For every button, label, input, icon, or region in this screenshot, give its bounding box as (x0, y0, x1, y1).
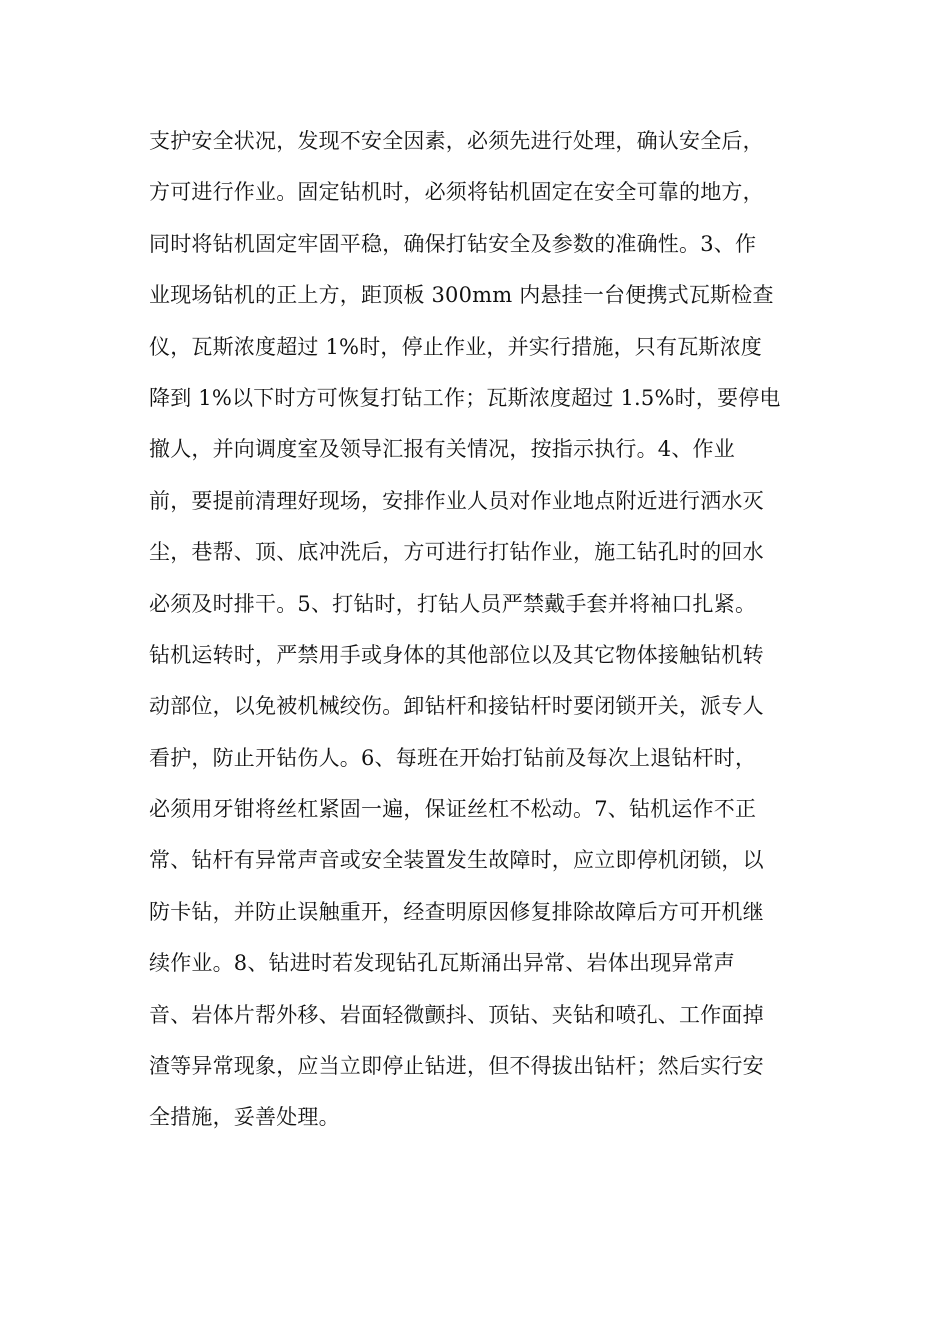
text-line-13: 看护，防止开钻伤人。6、每班在开始打钻前及每次上退钻杆时， (149, 745, 757, 770)
text-line-15: 常、钻杆有异常声音或安全装置发生故障时，应立即停机闭锁，以 (149, 848, 764, 873)
text-line-16: 防卡钻，并防止误触重开，经查明原因修复排除故障后方可开机继 (149, 899, 764, 924)
text-line-20: 全措施，妥善处理。 (149, 1105, 340, 1130)
text-line-6: 降到 1%以下时方可恢复打钻工作；瓦斯浓度超过 1.5%时，要停电 (149, 385, 781, 410)
text-line-18: 音、岩体片帮外移、岩面轻微颤抖、顶钻、夹钻和喷孔、工作面掉 (149, 1002, 764, 1027)
text-line-14: 必须用牙钳将丝杠紧固一遍，保证丝杠不松动。7、钻机运作不正 (149, 797, 757, 822)
text-line-12: 动部位，以免被机械绞伤。卸钻杆和接钻杆时要闭锁开关，派专人 (149, 694, 764, 719)
text-line-19: 渣等异常现象，应当立即停止钻进，但不得拔出钻杆；然后实行安 (149, 1054, 764, 1079)
text-line-1: 支护安全状况，发现不安全因素，必须先进行处理，确认安全后， (149, 129, 764, 153)
text-line-8: 前，要提前清理好现场，安排作业人员对作业地点附近进行洒水灭 (149, 488, 764, 513)
text-line-5: 仪，瓦斯浓度超过 1%时，停止作业，并实行措施，只有瓦斯浓度 (149, 334, 762, 359)
text-line-2: 方可进行作业。固定钻机时，必须将钻机固定在安全可靠的地方， (149, 180, 764, 205)
text-line-10: 必须及时排干。5、打钻时，打钻人员严禁戴手套并将袖口扎紧。 (149, 591, 757, 616)
text-line-11: 钻机运转时，严禁用手或身体的其他部位以及其它物体接触钻机转 (149, 642, 764, 667)
text-line-4: 业现场钻机的正上方，距顶板 300mm 内悬挂一台便携式瓦斯检查 (149, 283, 774, 308)
text-line-7: 撤人，并向调度室及领导汇报有关情况，按指示执行。4、作业 (149, 437, 735, 462)
text-line-9: 尘，巷帮、顶、底冲洗后，方可进行打钻作业，施工钻孔时的回水 (149, 540, 764, 565)
text-line-3: 同时将钻机固定牢固平稳，确保打钻安全及参数的准确性。3、作 (149, 231, 757, 256)
body-text (149, 116, 809, 1144)
text-line-17: 续作业。8、钻进时若发现钻孔瓦斯涌出异常、岩体出现异常声 (149, 951, 735, 976)
